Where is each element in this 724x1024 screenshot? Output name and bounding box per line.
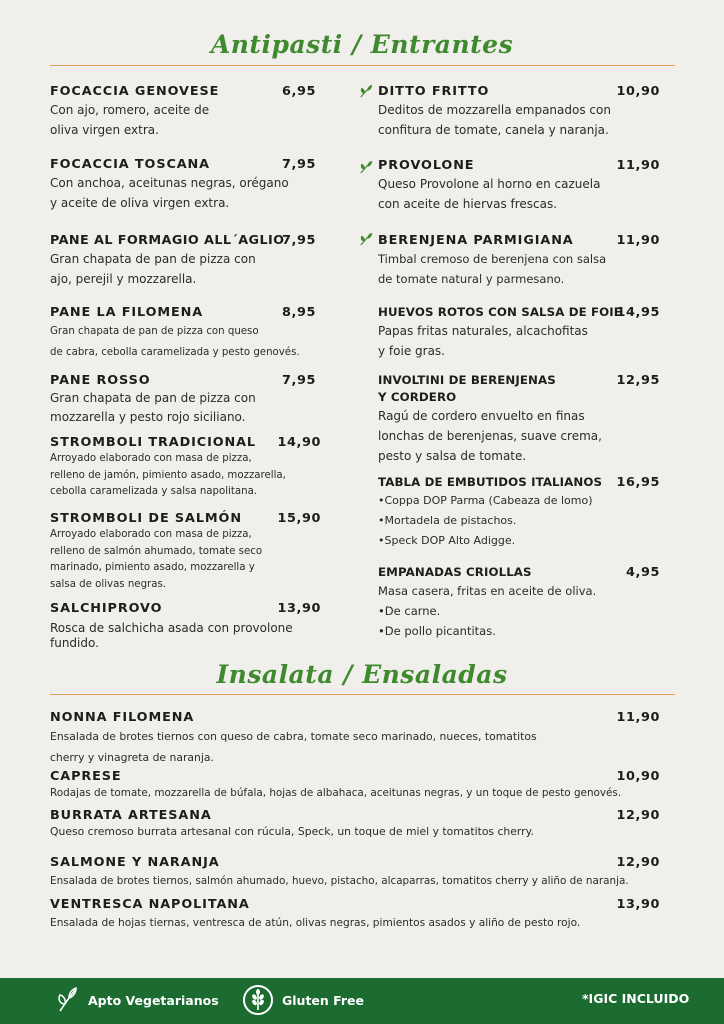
item-name: STROMBOLI DE SALMÓN bbox=[50, 511, 242, 526]
item-name: CAPRESE bbox=[50, 769, 122, 784]
tax-note: *IGIC INCLUIDO bbox=[582, 991, 690, 1006]
item-description: Rosca de salchicha asada con provolone fundido. bbox=[50, 621, 293, 650]
item-description: Ensalada de hojas tiernas, ventresca de atún, olivas negras, pimientos asados y aliño de pesto rojo. bbox=[50, 917, 581, 929]
item-name: DITTO FRITTO bbox=[378, 84, 490, 99]
menu-item bbox=[50, 156, 316, 213]
menu-item bbox=[378, 157, 660, 214]
item-name: BERENJENA PARMIGIANA bbox=[378, 233, 574, 248]
item-description: Arroyado elaborado con masa de pizza, relleno de jamón, pimiento asado, mozzarella, cebolla caramelizada y salsa napolitana. bbox=[50, 453, 286, 497]
item-price: 15,90 bbox=[277, 511, 321, 526]
item-name: HUEVOS ROTOS CON SALSA DE FOIE bbox=[378, 305, 622, 319]
item-price: 7,95 bbox=[282, 373, 316, 388]
vegetarian-leaf-icon bbox=[358, 160, 373, 175]
item-description: Deditos de mozzarella empanados con confitura de tomate, canela y naranja. bbox=[378, 103, 611, 137]
item-price: 12,90 bbox=[616, 855, 660, 870]
item-price: 4,95 bbox=[626, 565, 660, 580]
insalata-title: Insalata / Ensaladas bbox=[216, 660, 508, 689]
menu-item bbox=[50, 807, 660, 841]
item-name: EMPANADAS CRIOLLAS bbox=[378, 565, 532, 579]
menu-item bbox=[50, 854, 660, 891]
item-price: 16,95 bbox=[616, 475, 660, 490]
item-price: 11,90 bbox=[616, 233, 660, 248]
item-description: Con ajo, romero, aceite de oliva virgen extra. bbox=[50, 103, 210, 137]
item-name: SALMONE Y NARANJA bbox=[50, 855, 220, 870]
menu-item bbox=[50, 768, 660, 802]
item-price: 14,90 bbox=[277, 435, 321, 450]
item-description: Ensalada de brotes tiernos, salmón ahumado, huevo, pistacho, alcaparras, tomatitos cherry y aliño de naranja. bbox=[50, 875, 629, 887]
item-description: Papas fritas naturales, alcachofitas y foie gras. bbox=[378, 324, 588, 358]
menu-item bbox=[50, 434, 321, 501]
footer-bar bbox=[0, 978, 724, 1024]
item-price: 6,95 bbox=[282, 84, 316, 99]
item-price: 7,95 bbox=[282, 157, 316, 172]
menu-item bbox=[50, 232, 316, 289]
section-divider bbox=[50, 65, 675, 66]
item-price: 13,90 bbox=[616, 897, 660, 912]
gluten-free-label: Gluten Free bbox=[282, 993, 365, 1008]
item-price: 8,95 bbox=[282, 305, 316, 320]
item-name: PANE AL FORMAGIO ALL´AGLIO bbox=[50, 233, 285, 248]
menu-item bbox=[378, 304, 660, 361]
item-name: PANE LA FILOMENA bbox=[50, 305, 204, 320]
item-price: 10,90 bbox=[616, 769, 660, 784]
item-name: SALCHIPROVO bbox=[50, 601, 163, 616]
item-name: FOCACCIA TOSCANA bbox=[50, 157, 210, 172]
item-description: Ensalada de brotes tiernos con queso de cabra, tomate seco marinado, nueces, tomatitos cherry y vinagreta de naranja. bbox=[50, 730, 537, 764]
item-name: INVOLTINI DE BERENJENAS bbox=[378, 373, 556, 387]
menu-item bbox=[50, 600, 321, 651]
menu-item bbox=[378, 474, 660, 551]
vegetarian-leaf-icon bbox=[358, 232, 373, 247]
item-description: Ragú de cordero envuelto en finas lonchas de berenjenas, suave crema, pesto y salsa de tomate. bbox=[378, 409, 602, 463]
item-description: Queso Provolone al horno en cazuela con aceite de hiervas frescas. bbox=[378, 177, 601, 211]
item-name: NONNA FILOMENA bbox=[50, 710, 195, 725]
menu-item bbox=[50, 510, 321, 593]
item-name: BURRATA ARTESANA bbox=[50, 808, 212, 823]
item-name: FOCACCIA GENOVESE bbox=[50, 84, 220, 99]
item-price: 7,95 bbox=[282, 233, 316, 248]
item-description: Gran chapata de pan de pizza con ajo, perejil y mozzarella. bbox=[50, 252, 256, 286]
section-divider bbox=[50, 694, 675, 695]
menu-item bbox=[378, 83, 660, 140]
item-name: PROVOLONE bbox=[378, 158, 475, 173]
item-price: 10,90 bbox=[616, 84, 660, 99]
vegetarian-leaf-icon bbox=[56, 987, 78, 1013]
item-name-line2: Y CORDERO bbox=[378, 390, 457, 404]
vegetarian-leaf-icon bbox=[358, 84, 373, 99]
antipasti-title: Antipasti / Entrantes bbox=[210, 30, 514, 59]
menu-item bbox=[378, 564, 660, 641]
item-description: Arroyado elaborado con masa de pizza, relleno de salmón ahumado, tomate seco marinado, pimiento asado, mozzarella y salsa de olivas negras. bbox=[50, 529, 263, 590]
item-description: Masa casera, fritas en aceite de oliva. •De carne. •De pollo picantitas. bbox=[378, 584, 597, 638]
item-description: •Coppa DOP Parma (Cabeaza de lomo) •Mortadela de pistachos. •Speck DOP Alto Adigge. bbox=[378, 494, 593, 547]
item-description: Gran chapata de pan de pizza con queso de cabra, cebolla caramelizada y pesto genovés. bbox=[50, 326, 300, 358]
menu-item bbox=[378, 372, 660, 466]
menu-item bbox=[378, 232, 660, 289]
item-price: 14,95 bbox=[616, 305, 660, 320]
menu-item bbox=[50, 83, 316, 140]
item-description: Queso cremoso burrata artesanal con rúcula, Speck, un toque de miel y tomatitos cherry. bbox=[50, 825, 534, 838]
menu-item bbox=[50, 372, 316, 427]
item-name: TABLA DE EMBUTIDOS ITALIANOS bbox=[378, 475, 603, 489]
item-description: Gran chapata de pan de pizza con mozzarella y pesto rojo siciliano. bbox=[50, 391, 256, 424]
item-price: 11,90 bbox=[616, 158, 660, 173]
item-name: PANE ROSSO bbox=[50, 373, 151, 388]
item-description: Con anchoa, aceitunas negras, orégano y aceite de oliva virgen extra. bbox=[50, 176, 289, 210]
item-price: 12,90 bbox=[616, 808, 660, 823]
vegetarian-label: Apto Vegetarianos bbox=[88, 993, 219, 1008]
menu-item bbox=[50, 896, 660, 933]
gluten-free-icon bbox=[242, 984, 274, 1016]
item-price: 11,90 bbox=[616, 710, 660, 725]
menu-item bbox=[50, 709, 660, 768]
item-price: 12,95 bbox=[616, 373, 660, 388]
item-name: VENTRESCA NAPOLITANA bbox=[50, 897, 250, 912]
item-name: STROMBOLI TRADICIONAL bbox=[50, 435, 256, 450]
item-description: Timbal cremoso de berenjena con salsa de tomate natural y parmesano. bbox=[378, 252, 607, 286]
menu-item bbox=[50, 304, 316, 363]
item-description: Rodajas de tomate, mozzarella de búfala, hojas de albahaca, aceitunas negras, y un toque de pesto genovés. bbox=[50, 787, 622, 799]
item-price: 13,90 bbox=[277, 601, 321, 616]
